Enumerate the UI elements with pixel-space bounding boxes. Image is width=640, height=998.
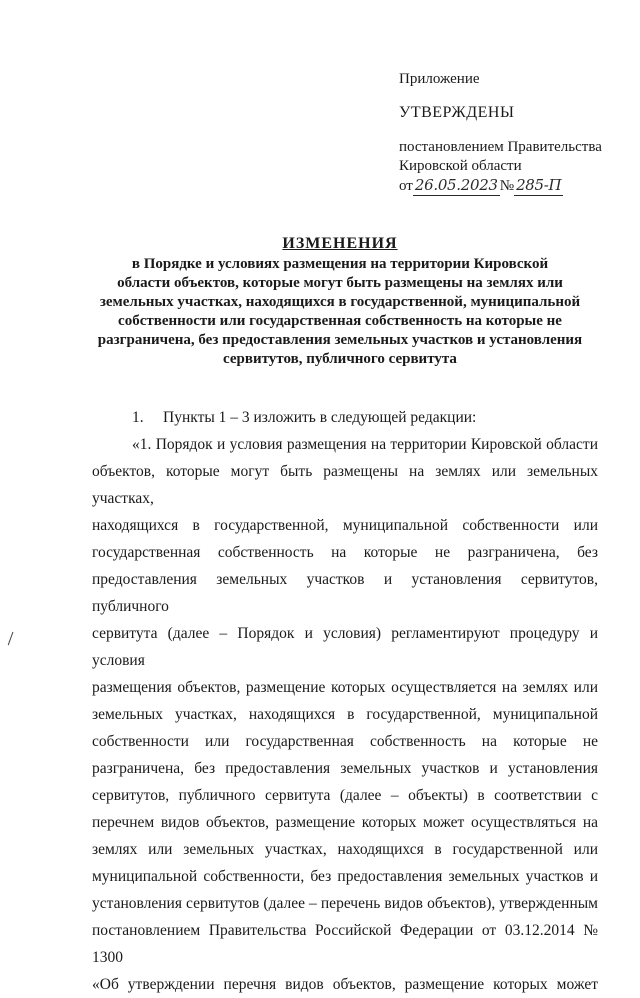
body-line: объектов, которые могут быть размещены на землях или земельных участках, [92, 463, 598, 507]
body-line: муниципальной собственности, без предоставления земельных участков и [92, 868, 598, 885]
list-item-1 [92, 404, 598, 431]
number-prefix: № [499, 178, 515, 194]
body-line: земельных участках, находящихся в государственной, муниципальной [92, 706, 598, 723]
body-line: «Об утверждении перечня видов объектов, размещение которых может [92, 976, 598, 993]
approval-block [399, 70, 629, 196]
body-line: предоставления земельных участков и установления сервитутов, публичного [92, 571, 598, 615]
body-line: собственности или государственная собственность на которые не [92, 733, 598, 750]
subtitle-line: собственности или государственная собственность на которые не [118, 313, 562, 329]
body-line: находящихся в государственной, муниципальной собственности или [92, 517, 598, 534]
decree-line-1: постановлением Правительства [399, 139, 602, 155]
handwritten-date: 26.05.2023 [414, 176, 498, 194]
approved-label: УТВЕРЖДЕНЫ [399, 104, 515, 121]
subtitle-line: разграничена, без предоставления земельных участков и установления [97, 332, 583, 348]
subtitle-line: земельных участках, находящихся в государственной, муниципальной [99, 294, 581, 310]
decree-date-line [399, 176, 629, 196]
body-line: землях или земельных участках, находящихся в государственной или [92, 841, 598, 858]
body-line: установления сервитутов (далее – перечень видов объектов), утвержденным [92, 895, 598, 912]
body-line: постановлением Правительства Российской Федерации от 03.12.2014 № 1300 [92, 922, 598, 966]
subtitle-line: сервитутов, публичного сервитута [223, 351, 457, 367]
handwritten-number: 285-П [516, 176, 562, 194]
document-title: ИЗМЕНЕНИЯ [282, 235, 398, 252]
appendix-label: Приложение [399, 71, 480, 87]
body-line: государственная собственность на которые не разграничена, без [92, 544, 598, 561]
body-line: «1. Порядок и условия размещения на территории Кировской области [132, 436, 598, 453]
decree-line-2: Кировской области [399, 158, 522, 174]
document-header [92, 234, 588, 369]
body-line: разграничена, без предоставления земельных участков и установления [92, 760, 598, 777]
body-line: сервитута (далее – Порядок и условия) регламентируют процедуру и условия [92, 625, 598, 669]
body-line: размещения объектов, размещение которых осуществляется на землях или [92, 679, 598, 696]
date-prefix: от [399, 178, 413, 194]
item-number: 1. [132, 409, 144, 426]
subtitle-line: области объектов, которые могут быть размещены на землях или [117, 275, 563, 291]
body-line: сервитутов, публичного сервитута (далее – объекты) в соответствии с [92, 787, 598, 804]
document-body [92, 404, 598, 998]
subtitle-line: в Порядке и условиях размещения на территории Кировской [131, 256, 549, 272]
body-line: перечнем видов объектов, размещение которых может осуществляться на [92, 814, 598, 831]
margin-pen-mark [8, 632, 17, 647]
item-text: Пункты 1 – 3 изложить в следующей редакции: [163, 409, 477, 426]
